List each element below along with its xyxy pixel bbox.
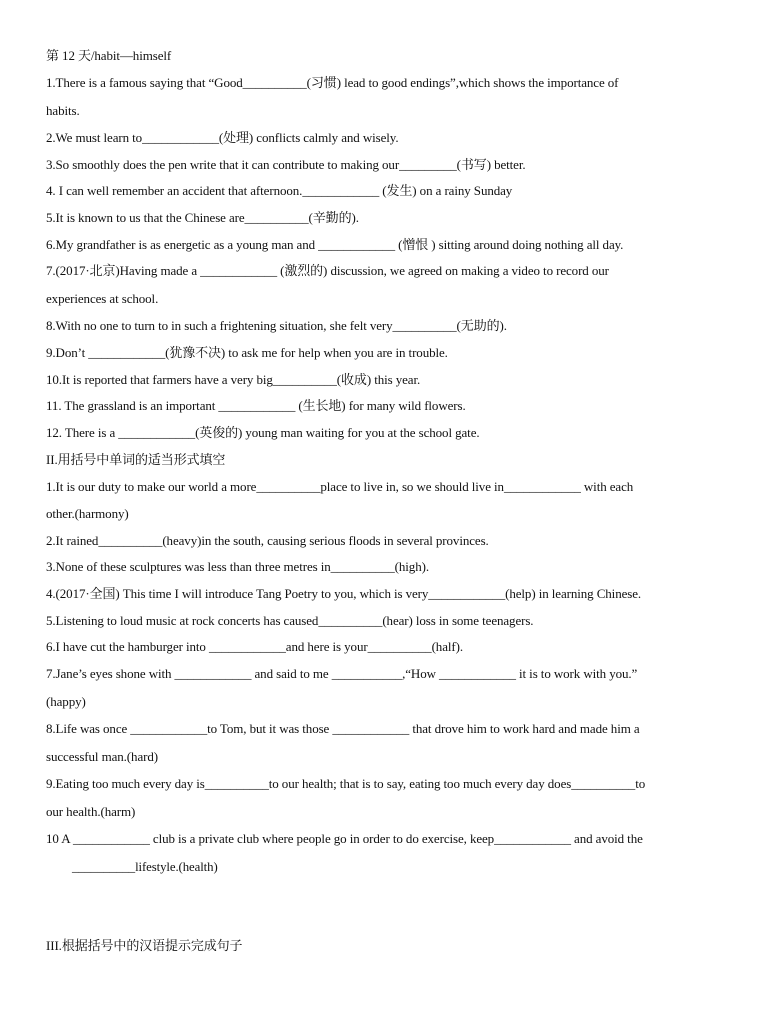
q1-7-line1: 7.(2017·北京)Having made a ____________ (激烈的) discussion, we agreed on making a video to record our [46, 263, 609, 278]
part2-heading: II.用括号中单词的适当形式填空 [46, 452, 226, 467]
q1-7-line2: experiences at school. [46, 291, 159, 306]
q2-8-line2: successful man.(hard) [46, 749, 158, 764]
q2-10-line1: 10 A ____________ club is a private club where people go in order to do exercise, keep____________ and avoid the [46, 831, 643, 846]
q1-2: 2.We must learn to____________(处理) conflicts calmly and wisely. [46, 130, 399, 145]
page-header: 第 12 天/habit—himself [46, 48, 172, 63]
q1-1-line2: habits. [46, 103, 80, 118]
part3-heading: III.根据括号中的汉语提示完成句子 [46, 938, 243, 953]
q2-5: 5.Listening to loud music at rock concerts has caused__________(hear) loss in some teenagers. [46, 613, 534, 628]
q1-11: 11. The grassland is an important ____________ (生长地) for many wild flowers. [46, 398, 466, 413]
q2-1-line1: 1.It is our duty to make our world a more__________place to live in, so we should live in____________ with each [46, 479, 634, 494]
q1-6: 6.My grandfather is as energetic as a young man and ____________ (憎恨 ) sitting around doing nothing all day. [46, 237, 624, 252]
q2-3: 3.None of these sculptures was less than three metres in__________(high). [46, 559, 429, 574]
q2-10-line2: __________lifestyle.(health) [72, 859, 218, 874]
q1-8: 8.With no one to turn to in such a frightening situation, she felt very__________(无助的). [46, 318, 507, 333]
q1-3: 3.So smoothly does the pen write that it can contribute to making our_________(书写) better. [46, 157, 526, 172]
q2-8-line1: 8.Life was once ____________to Tom, but it was those ____________ that drove him to work hard and made him a [46, 721, 640, 736]
q2-4: 4.(2017·全国) This time I will introduce Tang Poetry to you, which is very____________(help) in learning Chinese. [46, 586, 642, 601]
q1-12: 12. There is a ____________(英俊的) young man waiting for you at the school gate. [46, 425, 480, 440]
q2-7-line2: (happy) [46, 694, 86, 709]
q2-9-line1: 9.Eating too much every day is__________to our health; that is to say, eating too much every day does__________to [46, 776, 646, 791]
q1-10: 10.It is reported that farmers have a very big__________(收成) this year. [46, 372, 421, 387]
q1-9: 9.Don’t ____________(犹豫不决) to ask me for help when you are in trouble. [46, 345, 448, 360]
q1-4: 4. I can well remember an accident that afternoon.____________ (发生) on a rainy Sunday [46, 183, 513, 198]
q1-5: 5.It is known to us that the Chinese are__________(辛勤的). [46, 210, 359, 225]
q2-9-line2: our health.(harm) [46, 804, 136, 819]
q2-1-line2: other.(harmony) [46, 506, 129, 521]
q2-6: 6.I have cut the hamburger into ____________and here is your__________(half). [46, 639, 463, 654]
q2-7-line1: 7.Jane’s eyes shone with ____________ and said to me ___________,“How ____________ it is to work with you.” [46, 666, 638, 681]
q1-1-line1: 1.There is a famous saying that “Good__________(习惯) lead to good endings”,which shows the importance of [46, 75, 619, 90]
q2-2: 2.It rained__________(heavy)in the south, causing serious floods in several provinces. [46, 533, 489, 548]
